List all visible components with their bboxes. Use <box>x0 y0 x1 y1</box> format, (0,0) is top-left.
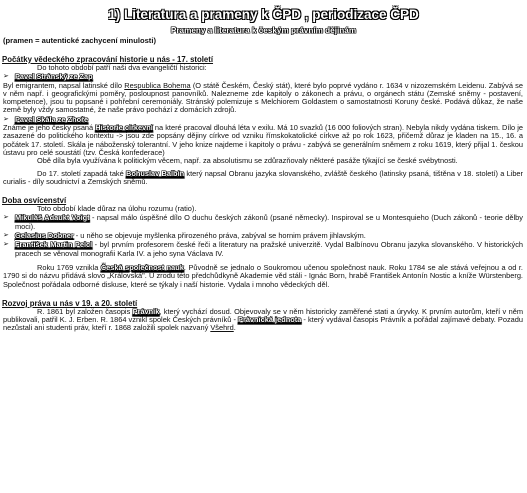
text-run: - byl prvním profesorem české řeči a literatury na pražské univerzitě. Vydal Balbínovu Obranu jazyka slovanského. V historických pracech se věnoval monografii Karla IV. a jeho syna Václava IV. <box>15 240 524 258</box>
association-name: Právnická jednota <box>238 315 302 325</box>
text-run: - který vydával časopis Právník a pořádal zajímavé debaty. Pozadu nezůstali ani studenti práv, kteří r. 1868 založili spolek nazvaný <box>3 315 523 333</box>
author-name: Pavel Skála ze Zhoře <box>15 114 89 124</box>
arrow-bullet-icon: ➢ <box>3 241 9 249</box>
section-intro: Toto období klade důraz na úlohu rozumu (ratio). <box>37 204 197 214</box>
paragraph-pelcl <box>15 241 523 258</box>
arrow-bullet-icon: ➢ <box>3 214 9 222</box>
work-title: Respublica Bohema <box>124 80 191 90</box>
paragraph-skala <box>3 124 523 157</box>
paragraph-use-of-works: Obě díla byla využívána k politickým věcem, např. za absolutismu se zdůrazňovaly některé pasáže týkající se české svébytnosti. <box>37 156 458 166</box>
section-intro: Do tohoto období patří naši dva evangeličtí historici: <box>37 63 207 72</box>
page-subtitle: Prameny a literatura k českým právním dějinám <box>170 26 357 35</box>
arrow-bullet-icon: ➢ <box>3 232 9 240</box>
list-item-dobner <box>3 232 523 240</box>
text-run: . <box>233 323 236 333</box>
section-heading-17th-century: Počátky vědeckého zpracování historie u nás - 17. století <box>2 55 214 64</box>
text-run: . Původně se jednalo o Soukromou učenou společnost nauk. Roku 1784 se ale stává veřejnou a od r. 1790 si do názvu přidává slovo „Královská". U zrodu této předchůdkyně Akademie věd stáli - Ignác Born, hrabě František Antonín Nostic a kníže Würstenberg. Společnost pořádala odborné diskuse, které se týkaly i naší historie. Vydala i mnoho vědeckých děl. <box>3 262 523 289</box>
text-run: Byl emigrantem, napsal latinské dílo <box>3 80 125 90</box>
author-name: Bohuslav Balbín <box>126 168 185 178</box>
section-heading-19-20-century: Rozvoj práva u nás v 19. a 20. století <box>2 298 138 308</box>
page-title: 1) Literatura a prameny k ČPD , periodizace ČPD <box>108 7 419 22</box>
list-item-pelcl <box>3 241 523 258</box>
author-name: Pavel Stránský ze Zap <box>15 72 93 82</box>
text-run: (O státě Českém, Český stát), které bylo poprvé vydáno r. 1634 v nizozemském Leidenu. Zabývá se v něm např. i geografickými poměry, posloupnost panovníků. Nalezneme zde kapitoly o zákonech a právu, o orgánech státu (Zemské sněmy - postavení, kompetence), jsou tu popsané i pohřební ceremoniály. Stránský polemizuje s Melchiorem Goldastem o samostatnosti Koruny české. Podává důkaz, že naše země byly vždy samostatné, že naše právo pochází z domácích zdrojů. <box>3 80 523 115</box>
arrow-bullet-icon: ➢ <box>3 73 9 81</box>
author-name: František Martin Pelcl <box>15 240 93 250</box>
paragraph-balbin <box>3 170 523 187</box>
text-run: na které pracoval dlouhá léta v exilu. Má 10 svazků (16 000 foliových stran). Nebyla nikdy vydána tiskem. Dílo je zasazené do politického kontextu -> jsou zde popsány dějiny církve od vzniku římskokatolické církve až po rok 1623, přičemž důraz je kladen na 15., 16. a počátek 17. století. Skála je náboženský tolerantní. V jeho knize najdeme i kapitoly o právu - zabývá se generálním sněmem z roku 1619, který přijal 1. českou ústavu pro celé soustátí (tzv. Česká konfederace) <box>3 123 523 157</box>
section-body-17th-century <box>0 64 527 186</box>
text-run: Známe je jeho česky psaná <box>3 123 96 133</box>
arrow-bullet-icon: ➢ <box>3 115 9 123</box>
text-run: Roku 1769 vznikla <box>37 262 101 272</box>
author-name: Gelasius Dobner <box>15 231 74 241</box>
paragraph-dobner <box>15 232 366 240</box>
text-run: - napsal málo úspěšné dílo O duchu českých zákonů (psané německy). Inspiroval se u Montesquieho (Duch zákonů - teorie dělby moci). <box>15 213 523 231</box>
institution-name: Česká společnost nauk <box>100 262 184 272</box>
list-item-voigt <box>3 214 523 231</box>
text-run: - u něho se objevuje myšlenka přirozeného práva, zabýval se hornim právem jihlavským. <box>73 231 366 241</box>
text-run: , který vychází dosud. Objevovaly se v něm historicky zaměřené stati a úryvky. K prvním autorům, kteří v něm publikovali, patřil K. J. Erben. R. 1864 vznikl spolek Českých právníků - <box>3 306 523 325</box>
section-heading-enlightenment: Doba osvícenství <box>2 196 67 206</box>
source-definition-note: (pramen = autentické zachycení minulosti) <box>3 36 156 45</box>
paragraph-society-of-sciences <box>3 264 523 289</box>
text-run: který napsal Obranu jazyka slovanského, zvláště českého (latinsky psaná, tištěna v 18. století) a Liber curialis - díly soudnictví a Zemských sněmů. <box>3 168 524 186</box>
work-title: Historie církevní <box>95 123 153 133</box>
association-name: Všehrd <box>210 323 234 333</box>
section-body-enlightenment <box>0 205 527 289</box>
author-name: Mikuláš Adaukt Voigt <box>15 213 90 223</box>
paragraph-pravnik <box>3 308 523 333</box>
section-body-19-20-century <box>0 308 527 333</box>
text-run: R. 1861 byl založen časopis <box>37 306 133 316</box>
paragraph-stransky <box>3 82 523 115</box>
journal-name: Právník <box>132 306 160 316</box>
document-page <box>0 6 527 493</box>
text-run: Do 17. století zapadá také <box>37 168 127 178</box>
paragraph-voigt <box>15 214 523 231</box>
